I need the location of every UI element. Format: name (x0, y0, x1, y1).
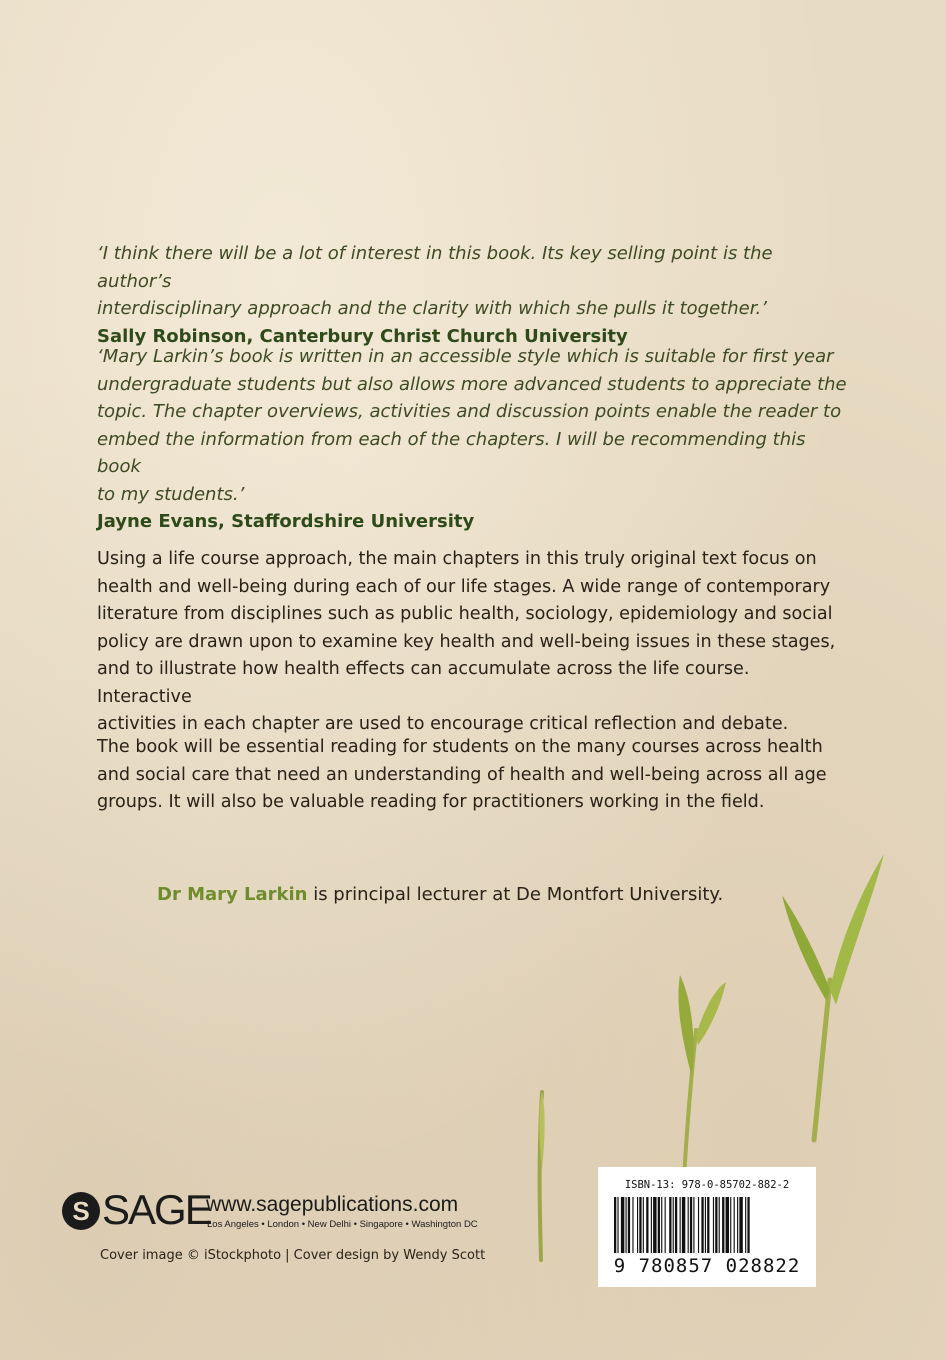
desc-2-line-2: and social care that need an understanding of health and well-being across all age (97, 764, 827, 785)
barcode-bar (661, 1197, 662, 1253)
barcode-bar (722, 1197, 724, 1253)
publisher-cities: Los Angeles • London • New Delhi • Singapore • Washington DC (207, 1219, 478, 1230)
barcode-bar (653, 1197, 656, 1253)
desc-1-line-2: health and well-being during each of our life stages. A wide range of contemporary (97, 576, 831, 597)
barcode-bar (665, 1197, 666, 1253)
barcode-bar (675, 1197, 677, 1253)
barcode-bar (673, 1197, 674, 1253)
barcode-bar (693, 1197, 694, 1253)
barcode-bar (737, 1197, 738, 1253)
barcode-bar (705, 1197, 706, 1253)
barcode-bar (651, 1197, 652, 1253)
barcode-bar (690, 1197, 692, 1253)
barcode-bar (617, 1197, 618, 1253)
barcode-bar (726, 1197, 729, 1253)
barcode-bars (612, 1197, 802, 1257)
isbn-barcode (598, 1167, 816, 1287)
barcode-bar (628, 1197, 630, 1253)
desc-2-line-1: The book will be essential reading for students on the many courses across health (97, 737, 823, 757)
sprout-leaf-tall-left (782, 895, 830, 1000)
review-1-line-2: interdisciplinary approach and the clarity with which she pulls it together.’ (97, 298, 767, 319)
barcode-bar (715, 1197, 717, 1253)
barcode-bar (639, 1197, 641, 1253)
author-bio-text: is principal lecturer at De Montfort University. (307, 884, 724, 905)
review-2-line-4: embed the information from each of the chapters. I will be recommending this book (97, 428, 806, 477)
review-1-line-1: ‘I think there will be a lot of interest in this book. Its key selling point is the author’s (97, 243, 773, 292)
barcode-bar (688, 1197, 689, 1253)
barcode-bar (658, 1197, 660, 1253)
barcode-bar (646, 1197, 648, 1253)
review-2-line-1: ‘Mary Larkin’s book is written in an accessible style which is suitable for first year (97, 346, 834, 367)
barcode-bar (707, 1197, 709, 1253)
description-paragraph-1 (97, 546, 847, 739)
barcode-bar (734, 1197, 735, 1253)
barcode-bar (643, 1197, 644, 1253)
review-quote-2 (97, 343, 847, 536)
barcode-bar (680, 1197, 681, 1253)
barcode-bar (669, 1197, 671, 1253)
review-2-line-2: undergraduate students but also allows more advanced students to appreciate the (97, 373, 847, 395)
description-paragraph-2 (97, 734, 847, 817)
barcode-bar (701, 1197, 703, 1253)
desc-1-line-5: and to illustrate how health effects can accumulate across the life course. Interactive (97, 659, 750, 707)
barcode-bar (626, 1197, 627, 1253)
isbn-label: ISBN-13: 978-0-85702-882-2 (624, 1179, 790, 1191)
sprout-leaf-middle-right (696, 982, 726, 1045)
barcode-bar (739, 1197, 742, 1253)
desc-2-line-3: groups. It will also be valuable reading for practitioners working in the field. (97, 792, 765, 812)
sage-wordmark: SAGE (102, 1186, 211, 1233)
publisher-url[interactable]: www.sagepublications.com (206, 1193, 459, 1216)
barcode-bar (637, 1197, 638, 1253)
barcode-bar (621, 1197, 624, 1253)
barcode-bar (698, 1197, 699, 1253)
review-quote-1 (97, 240, 847, 350)
sage-s-icon: S (62, 1192, 100, 1230)
barcode-bar (682, 1197, 685, 1253)
sage-logo (62, 1186, 211, 1234)
author-name: Dr Mary Larkin (157, 884, 308, 905)
desc-1-line-4: policy are drawn upon to examine key health and well-being issues in these stages, (97, 631, 836, 652)
sprout-leaf-tall-right (830, 854, 884, 1005)
review-1-attribution: Sally Robinson, Canterbury Christ Church University (97, 325, 628, 347)
barcode-bar (730, 1197, 731, 1253)
review-2-line-3: topic. The chapter overviews, activities and discussion points enable the reader to (97, 401, 842, 422)
review-2-line-5: to my students.’ (97, 483, 245, 505)
desc-1-line-6: activities in each chapter are used to encourage critical reflection and debate. (97, 714, 789, 734)
review-2-attribution: Jayne Evans, Staffordshire University (97, 511, 475, 532)
barcode-bar (713, 1197, 714, 1253)
barcode-bar (745, 1197, 746, 1253)
barcode-bar (632, 1197, 633, 1253)
sprout-leaf-middle-left (678, 975, 693, 1075)
desc-1-line-1: Using a life course approach, the main chapters in this truly original text focus on (97, 549, 817, 569)
desc-1-line-3: literature from disciplines such as public health, sociology, epidemiology and social (97, 604, 833, 624)
cover-credits: Cover image © iStockphoto | Cover design by Wendy Scott (100, 1248, 486, 1263)
barcode-bar (719, 1197, 720, 1253)
barcode-bar (614, 1197, 616, 1253)
sprout-stem-tall (814, 980, 830, 1140)
barcode-digits: 9 780857 028822 (613, 1255, 801, 1277)
barcode-bar (747, 1197, 749, 1253)
